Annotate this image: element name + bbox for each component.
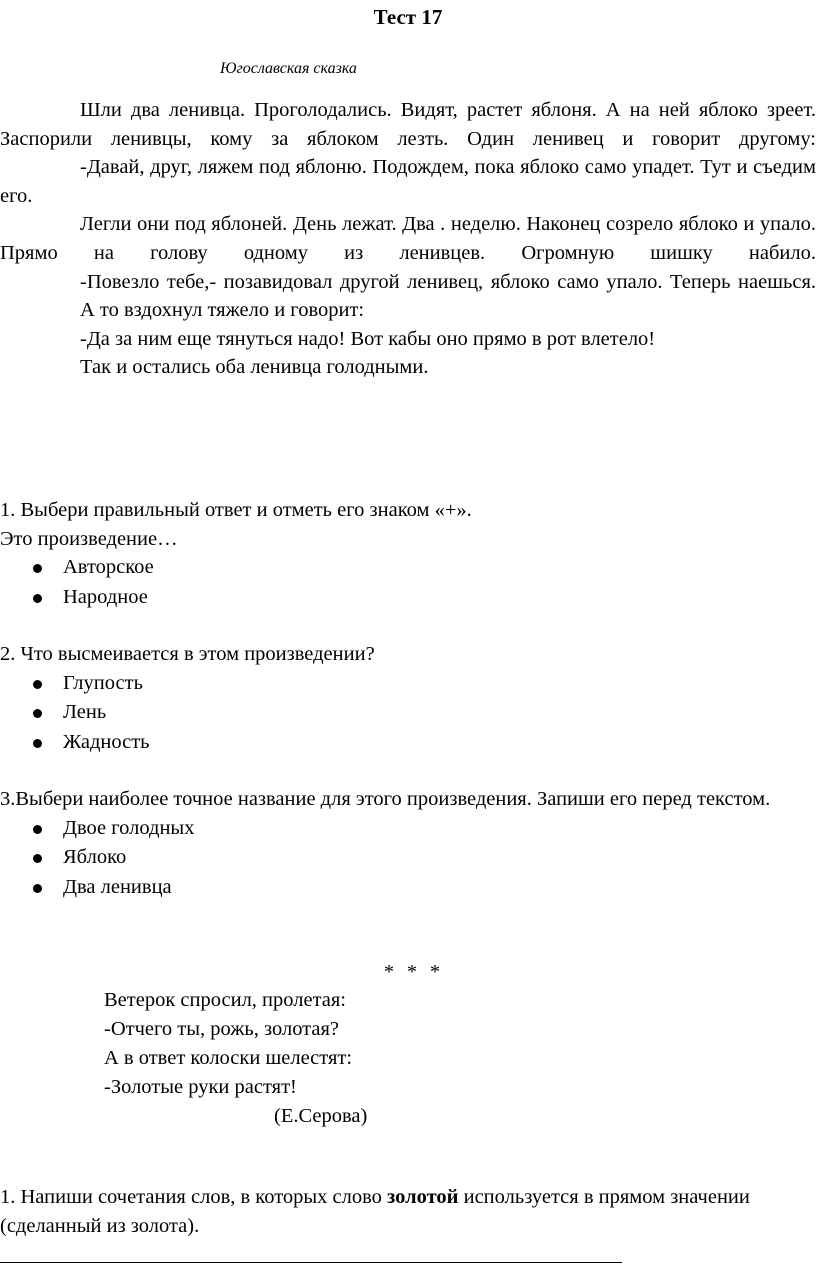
answer-option bbox=[0, 669, 816, 699]
question-3 bbox=[0, 785, 816, 902]
task-keyword: золотой bbox=[387, 1186, 459, 1208]
poem bbox=[104, 986, 367, 1131]
bullet-icon bbox=[33, 564, 42, 573]
story-paragraph: -Повезло тебе,- позавидовал другой ленивец, яблоко само упало. Теперь наешься. bbox=[80, 270, 816, 293]
bullet-icon bbox=[33, 739, 42, 748]
answer-options bbox=[0, 553, 816, 612]
story-paragraph: -Да за ним еще тянуться надо! Вот кабы оно прямо в рот влетело! bbox=[80, 327, 656, 350]
answer-option bbox=[0, 873, 816, 903]
bullet-icon bbox=[33, 709, 42, 718]
answer-option-label: Глупость bbox=[63, 671, 143, 694]
poem-separator: * * * bbox=[384, 961, 444, 983]
document-subtitle: Югославская сказка bbox=[220, 60, 357, 77]
bullet-icon bbox=[33, 594, 42, 603]
answer-options bbox=[0, 814, 816, 903]
answer-option-label: Лень bbox=[63, 701, 107, 724]
task-text-after: используется в прямом значении (сделанный из золота). bbox=[0, 1186, 750, 1237]
question-prompt: 1. Выбери правильный ответ и отметь его знаком «+». bbox=[0, 499, 472, 521]
poem-line: Ветерок спросил, пролетая: bbox=[104, 989, 347, 1011]
bullet-icon bbox=[33, 680, 42, 689]
answer-option-label: Два ленивца bbox=[63, 875, 172, 898]
question-prompt: 2. Что высмеивается в этом произведении? bbox=[0, 643, 375, 665]
document-title: Тест 17 bbox=[373, 5, 443, 29]
answer-option bbox=[0, 583, 816, 613]
story-paragraph: Легли они под яблоней. День лежат. Два . неделю. Наконец созрело яблоко и упало. Прямо на голову одному из ленивцев. Огромную шишку набило. bbox=[0, 213, 816, 264]
bullet-icon bbox=[33, 884, 42, 893]
bullet-icon bbox=[33, 825, 42, 834]
answer-option-label: Двое голодных bbox=[63, 816, 195, 839]
story-paragraph: А то вздохнул тяжело и говорит: bbox=[80, 299, 365, 322]
story-text bbox=[0, 96, 816, 382]
story-paragraph: Так и остались оба ленивца голодными. bbox=[80, 356, 429, 379]
question-prompt: 3.Выбери наиболее точное название для этого произведения. Запиши его перед текстом. bbox=[0, 788, 771, 810]
answer-option bbox=[0, 728, 816, 758]
story-paragraph: Шли два ленивца. Проголодались. Видят, растет яблоня. А на ней яблоко зреет. Заспорили ленивцы, кому за яблоком лезть. Один ленивец и говорит другому: bbox=[0, 99, 816, 150]
poem-task bbox=[0, 1183, 816, 1240]
poem-line: -Отчего ты, рожь, золотая? bbox=[104, 1018, 340, 1040]
poem-author: (Е.Серова) bbox=[274, 1105, 368, 1127]
answer-option-label: Народное bbox=[63, 585, 148, 608]
question-2 bbox=[0, 640, 816, 757]
answer-option bbox=[0, 698, 816, 728]
bullet-icon bbox=[33, 854, 42, 863]
answer-line bbox=[0, 1262, 622, 1263]
answer-option bbox=[0, 553, 816, 583]
poem-line: -Золотые руки растят! bbox=[104, 1076, 297, 1098]
answer-option bbox=[0, 814, 816, 844]
question-1 bbox=[0, 496, 816, 612]
poem-line: А в ответ колоски шелестят: bbox=[104, 1047, 353, 1069]
answer-options bbox=[0, 669, 816, 758]
story-paragraph: -Давай, друг, ляжем под яблоню. Подождем, пока яблоко само упадет. Тут и съедим его. bbox=[0, 156, 816, 207]
answer-option-label: Авторское bbox=[63, 556, 154, 579]
answer-option bbox=[0, 843, 816, 873]
task-text-before: 1. Напиши сочетания слов, в которых слово bbox=[0, 1186, 388, 1208]
answer-option-label: Жадность bbox=[63, 730, 150, 753]
answer-option-label: Яблоко bbox=[63, 846, 127, 869]
question-prompt-continued: Это произведение… bbox=[0, 527, 178, 550]
